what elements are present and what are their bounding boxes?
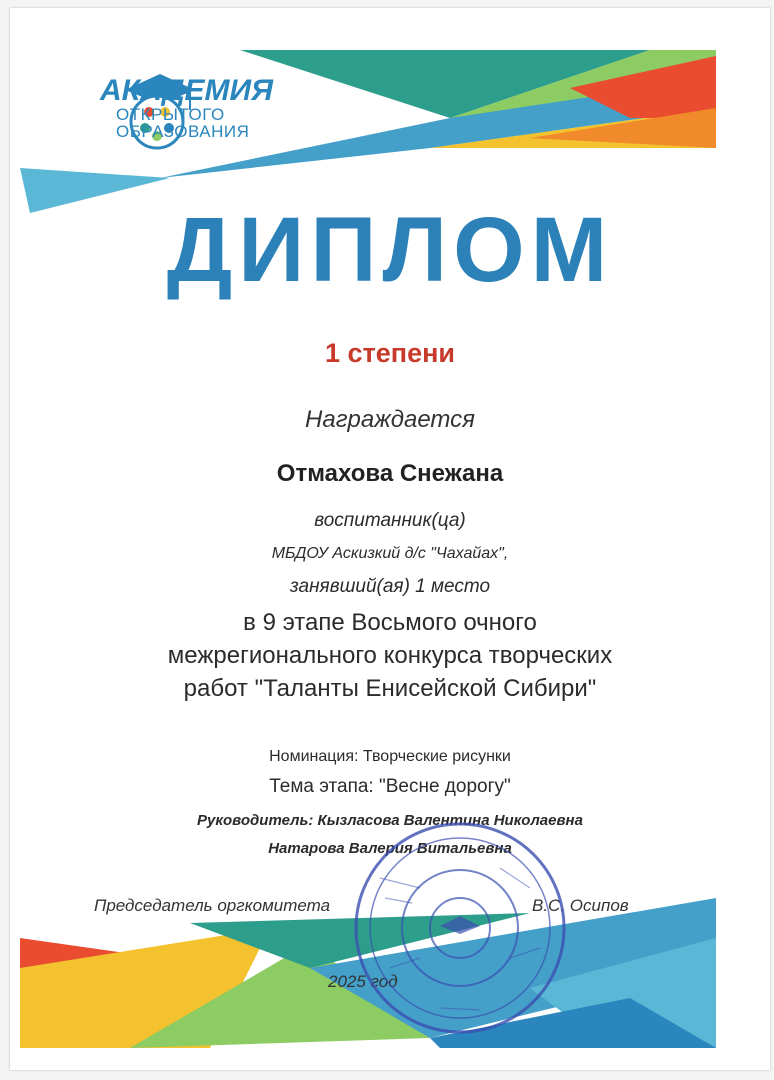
place-label: занявший(ая) 1 место: [289, 576, 491, 597]
chair-name: В.С. Осипов: [532, 896, 629, 915]
pupil-label: воспитанник(ца): [314, 510, 466, 531]
organization: МБДОУ Аскизкий д/с "Чахайах",: [271, 545, 509, 562]
logo-line-2: ОТКРЫТОГО: [116, 105, 225, 124]
leader-line-1: Руководитель: Кызласова Валентина Николаевна: [197, 812, 583, 829]
stage-theme: Тема этапа: "Весне дорогу": [269, 776, 511, 797]
diploma-title: ДИПЛОМ: [166, 199, 614, 301]
contest-line-1: в 9 этапе Восьмого очного: [243, 609, 537, 636]
contest-line-3: работ "Таланты Енисейской Сибири": [183, 675, 597, 702]
diploma-sheet: [10, 8, 770, 1070]
awarded-label: Награждается: [305, 406, 475, 433]
chair-label: Председатель оргкомитета: [94, 896, 331, 915]
recipient-name: Отмахова Снежана: [276, 460, 504, 487]
contest-line-2: межрегионального конкурса творческих: [167, 642, 613, 669]
diploma-year: 2025 год: [328, 972, 398, 991]
logo-line-3: ОБРАЗОВАНИЯ: [116, 122, 250, 141]
official-stamp-icon: [350, 818, 570, 1038]
diploma-degree: 1 степени: [324, 338, 455, 368]
nomination: Номинация: Творческие рисунки: [269, 748, 511, 765]
leader-line-2: Натарова Валерия Витальевна: [268, 840, 512, 857]
logo-line-1: АКАДЕМИЯ: [100, 74, 273, 107]
